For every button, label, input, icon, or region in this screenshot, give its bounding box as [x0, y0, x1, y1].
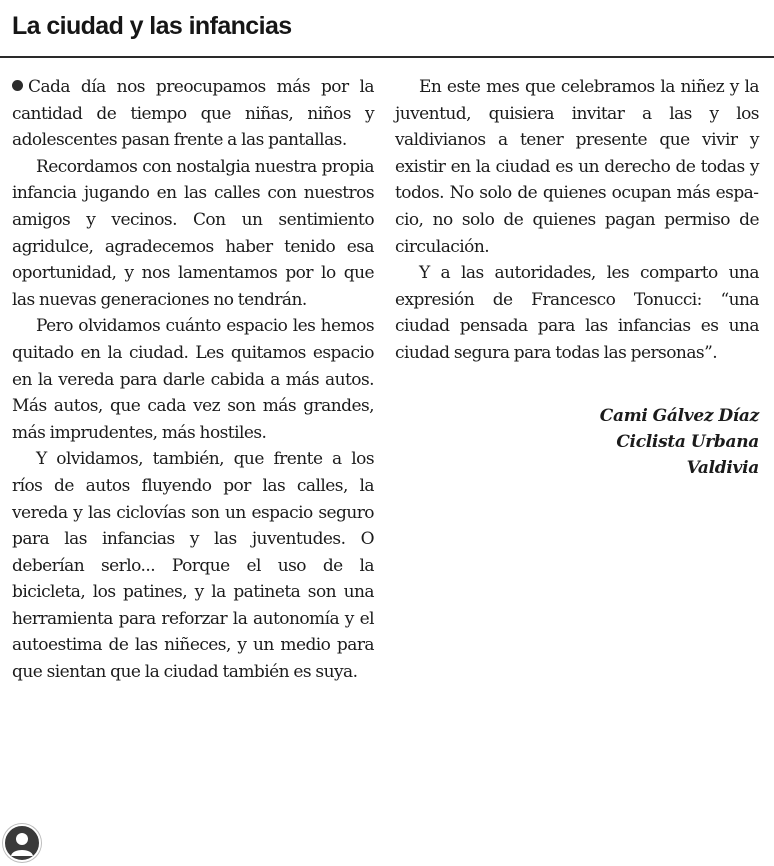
right-column	[395, 74, 759, 481]
left-column	[12, 74, 374, 686]
headline-divider	[0, 56, 774, 58]
paragraph-4: Y olvidamos, también, que frente a los ríos de autos fluyendo por las calles, la vereda y las ciclovías son un espacio seguro para las infancias y las juventudes. O deberían serlo... Porque el uso de la bicicleta, los patines, y la patineta son una herramienta para reforzar la autonomía y el autoestima de las niñeces, y un medio para que sientan que la ciudad también es suya.	[12, 449, 374, 683]
paragraph-1-text: Cada día nos preocupamos más por la cantidad de tiempo que niñas, niños y adolescentes pasan frente a las pantallas.	[12, 77, 374, 151]
paragraph-5: En este mes que celebramos la niñez y la juventud, quisiera invitar a las y los valdivianos a tener presente que vivir y existir en la ciudad es un derecho de todas y todos. No solo de quienes ocupan más espacio, no solo de quienes pagan permiso de circulación.	[395, 77, 759, 257]
author-role: Ciclista Urbana	[616, 431, 759, 452]
paragraph-1	[12, 74, 374, 154]
author-city: Valdivia	[686, 457, 759, 478]
user-avatar-icon[interactable]	[3, 824, 41, 862]
article-headline: La ciudad y las infancias	[12, 12, 292, 40]
paragraph-2: Recordamos con nostalgia nuestra propia infancia jugando en las calles con nuestros amigos y vecinos. Con un sentimiento agridulce, agradecemos haber tenido esa oportunidad, y nos lamentamos por lo que las nuevas generaciones no tendrán.	[12, 156, 374, 310]
paragraph-3: Pero olvidamos cuánto espacio les hemos quitado en la ciudad. Les quitamos espacio en la vereda para darle cabida a más autos. Más autos, que cada vez son más grandes, más imprudentes, más hostiles.	[12, 316, 374, 443]
bullet-dot-icon	[12, 80, 23, 91]
author-name: Cami Gálvez Díaz	[599, 405, 759, 426]
author-signature	[395, 403, 759, 481]
paragraph-6: Y a las autoridades, les comparto una expresión de Francesco Tonucci: “una ciudad pensada para las infancias es una ciudad segura para todas las personas”.	[395, 263, 759, 363]
